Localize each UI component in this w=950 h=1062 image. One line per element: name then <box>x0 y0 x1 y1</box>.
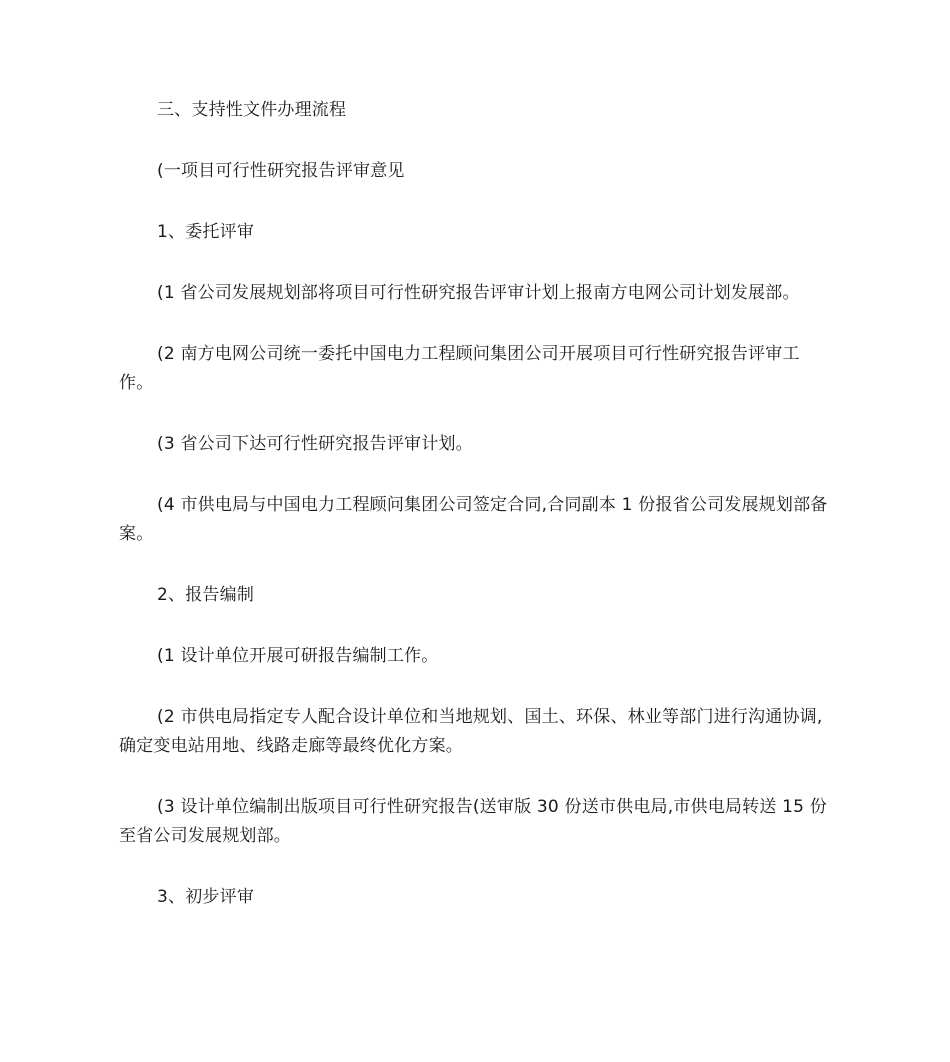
paragraph: (1 设计单位开展可研报告编制工作。 <box>157 646 439 666</box>
paragraph: (2 市供电局指定专人配合设计单位和当地规划、国土、环保、林业等部门进行沟通协调,确定变电站用地、线路走廊等最终优化方案。 <box>119 707 823 756</box>
subsection-heading: (一项目可行性研究报告评审意见 <box>157 161 405 181</box>
document-body <box>119 96 831 912</box>
step-heading: 2、报告编制 <box>157 585 255 605</box>
step-heading: 3、初步评审 <box>157 887 255 907</box>
paragraph: (3 省公司下达可行性研究报告评审计划。 <box>157 434 473 454</box>
paragraph: (4 市供电局与中国电力工程顾问集团公司签定合同,合同副本 1 份报省公司发展规划部备案。 <box>119 495 828 544</box>
paragraph: (2 南方电网公司统一委托中国电力工程顾问集团公司开展项目可行性研究报告评审工作。 <box>119 344 800 393</box>
step-heading: 1、委托评审 <box>157 222 255 242</box>
section-heading: 三、支持性文件办理流程 <box>157 100 347 120</box>
paragraph: (1 省公司发展规划部将项目可行性研究报告评审计划上报南方电网公司计划发展部。 <box>157 283 800 303</box>
paragraph: (3 设计单位编制出版项目可行性研究报告(送审版 30 份送市供电局,市供电局转送 15 份至省公司发展规划部。 <box>119 797 827 846</box>
